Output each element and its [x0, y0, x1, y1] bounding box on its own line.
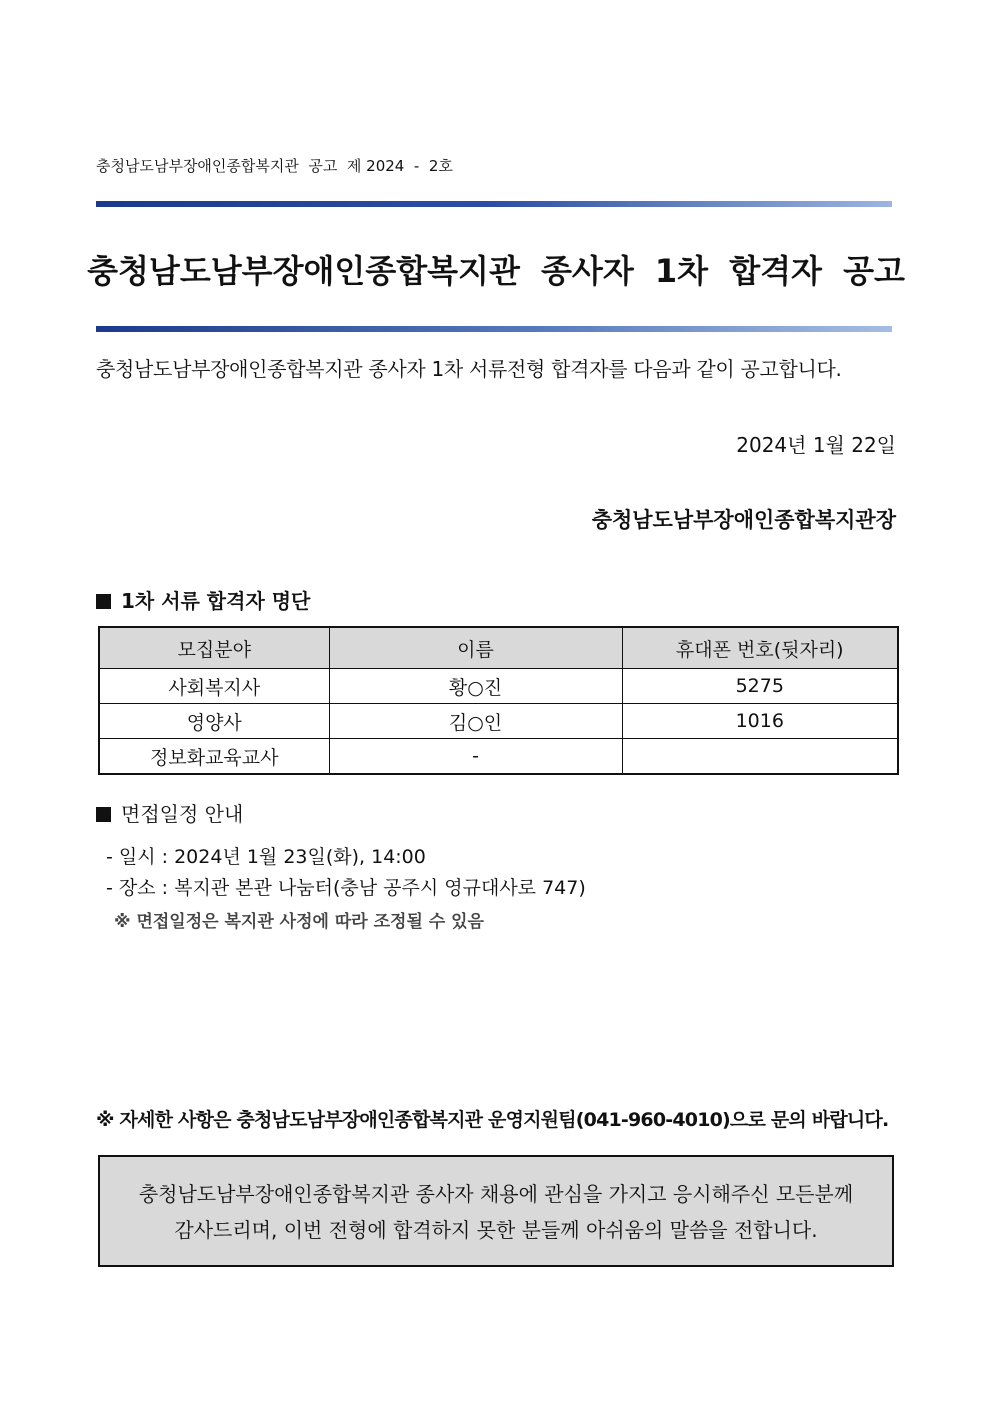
- cell-phone: 5275: [622, 669, 898, 704]
- title-rule-top: [96, 201, 892, 207]
- notice-number: 충청남도남부장애인종합복지관 공고 제 2024 - 2호: [96, 157, 453, 175]
- interview-datetime: - 일시 : 2024년 1월 23일(화), 14:00: [106, 846, 426, 868]
- issuer-name: 충청남도남부장애인종합복지관장: [591, 508, 896, 532]
- header-field: 모집분야: [99, 627, 329, 669]
- square-bullet-icon: [96, 594, 111, 609]
- cell-phone: 1016: [622, 704, 898, 739]
- cell-name: 김○인: [329, 704, 622, 739]
- title-rule-bottom: [96, 326, 892, 332]
- schedule-note: ※ 면접일정은 복지관 사정에 따라 조정될 수 있음: [114, 912, 484, 932]
- header-phone: 휴대폰 번호(뒷자리): [622, 627, 898, 669]
- announcement-date: 2024년 1월 22일: [736, 433, 896, 457]
- cell-name: 황○진: [329, 669, 622, 704]
- table-row: [99, 669, 898, 704]
- table-row: [99, 704, 898, 739]
- closing-message-box: [98, 1155, 894, 1267]
- contact-info: ※ 자세한 사항은 충청남도남부장애인종합복지관 운영지원팀(041-960-4010)으로 문의 바랍니다.: [96, 1109, 889, 1131]
- interview-location: - 장소 : 복지관 본관 나눔터(충남 공주시 영규대사로 747): [106, 877, 586, 899]
- cell-phone: [622, 739, 898, 775]
- closing-line-1: 충청남도남부장애인종합복지관 종사자 채용에 관심을 가지고 응시해주신 모든분께: [138, 1182, 854, 1206]
- header-name: 이름: [329, 627, 622, 669]
- section-interview-label: 면접일정 안내: [121, 802, 244, 826]
- passers-table: [98, 626, 899, 775]
- section-passers-label: 1차 서류 합격자 명단: [121, 589, 311, 613]
- table-header-row: [99, 627, 898, 669]
- square-bullet-icon: [96, 807, 111, 822]
- cell-name: -: [329, 739, 622, 775]
- table-row: [99, 739, 898, 775]
- intro-text: 충청남도남부장애인종합복지관 종사자 1차 서류전형 합격자를 다음과 같이 공고합니다.: [96, 357, 842, 381]
- cell-field: 사회복지사: [99, 669, 329, 704]
- cell-field: 영양사: [99, 704, 329, 739]
- section-interview-heading: [96, 798, 243, 827]
- page-title: 충청남도남부장애인종합복지관 종사자 1차 합격자 공고: [87, 252, 905, 290]
- section-passers-heading: [96, 585, 310, 614]
- closing-line-2: 감사드리며, 이번 전형에 합격하지 못한 분들께 아쉬움의 말씀을 전합니다.: [174, 1218, 818, 1242]
- cell-field: 정보화교육교사: [99, 739, 329, 775]
